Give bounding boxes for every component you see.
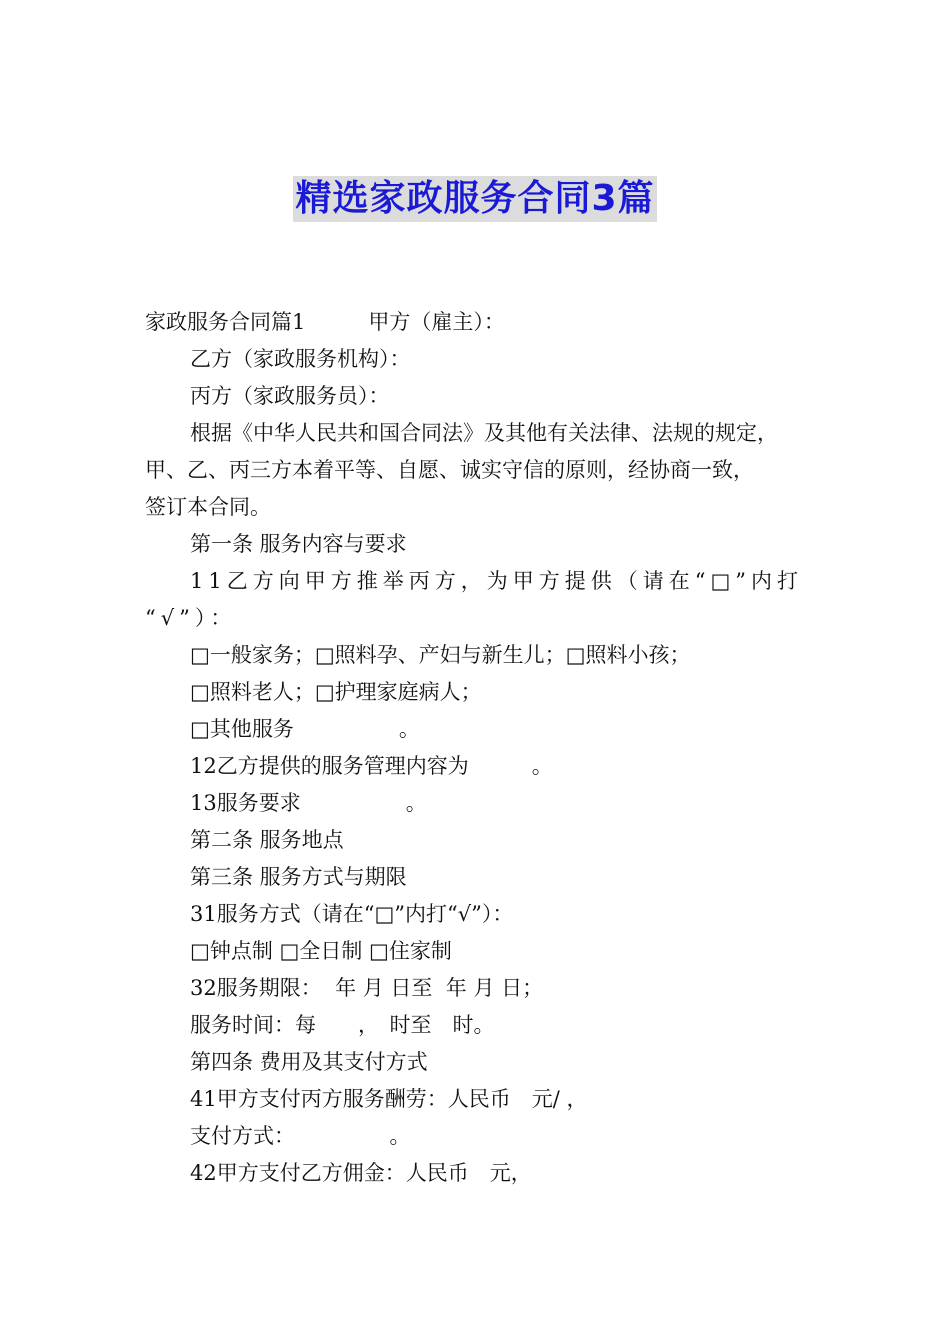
paragraph-line: 乙方（家政服务机构）：	[190, 347, 411, 371]
paragraph-line: 根据《中华人民共和国合同法》及其他有关法律、法规的规定，	[190, 421, 778, 445]
section-heading: 第四条 费用及其支付方式	[190, 1050, 428, 1074]
paragraph-line: “√”）：	[145, 606, 237, 630]
paragraph-line: 服务时间：每 ， 时至 时。	[190, 1013, 495, 1037]
paragraph-line: 支付方式： 。	[190, 1124, 411, 1148]
checkbox-option-line: □钟点制 □全日制 □住家制	[190, 939, 452, 963]
section-heading: 第三条 服务方式与期限	[190, 865, 407, 889]
paragraph-line: 甲、乙、丙三方本着平等、自愿、诚实守信的原则，经协商一致，	[145, 458, 754, 482]
paragraph-line: 11乙方向甲方推举丙方，为甲方提供（请在“□”内打	[190, 569, 804, 593]
paragraph-line: 签订本合同。	[145, 495, 271, 519]
checkbox-option-line: □一般家务；□照料孕、产妇与新生儿；□照料小孩；	[190, 643, 691, 667]
paragraph-line: 42甲方支付乙方佣金：人民币 元，	[190, 1161, 532, 1185]
paragraph-line: 32服务期限： 年 月 日至 年 月 日；	[190, 976, 544, 1000]
checkbox-option-line: □照料老人；□护理家庭病人；	[190, 680, 482, 704]
paragraph-line: 41甲方支付丙方服务酬劳：人民币 元/ ，	[190, 1087, 588, 1111]
section-heading: 第一条 服务内容与要求	[190, 532, 407, 556]
paragraph-line: 家政服务合同篇1 甲方（雇主）：	[145, 310, 505, 334]
title-container	[0, 176, 950, 222]
paragraph-line: 丙方（家政服务员）：	[190, 384, 390, 408]
document-title: 精选家政服务合同3篇	[293, 176, 656, 222]
paragraph-line: 13服务要求 。	[190, 791, 427, 815]
section-heading: 第二条 服务地点	[190, 828, 344, 852]
checkbox-option-line: □其他服务 。	[190, 717, 420, 741]
paragraph-line: 12乙方提供的服务管理内容为 。	[190, 754, 553, 778]
paragraph-line: 31服务方式（请在“□”内打“√”）：	[190, 902, 514, 926]
